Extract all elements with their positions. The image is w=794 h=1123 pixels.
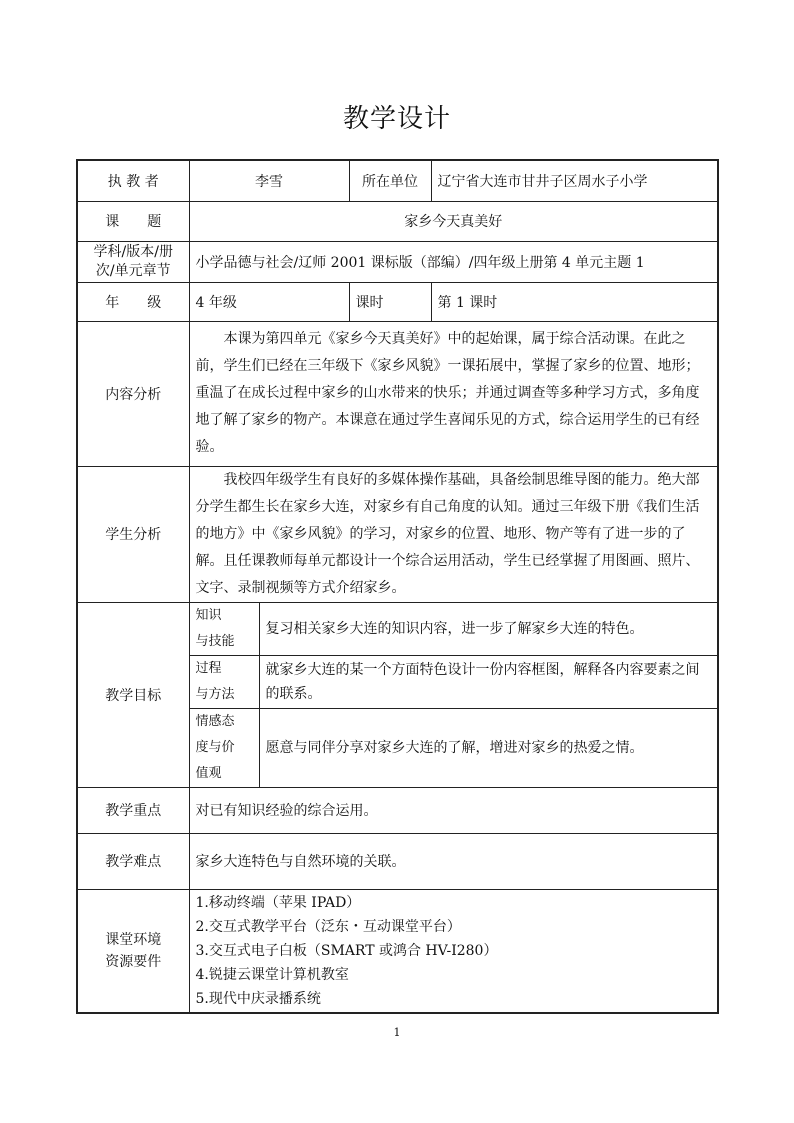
label-key-point: 教学重点: [77, 787, 189, 833]
environment-item: 3.交互式电子白板（SMART 或鸿合 HV-I280）: [195, 942, 498, 959]
value-difficulty: 家乡大连特色与自然环境的关联。: [189, 833, 718, 889]
goal-category-line: 值观: [195, 765, 222, 781]
goal-category-line: 情感态: [195, 713, 235, 729]
environment-item: 4.锐捷云课堂计算机教室: [195, 966, 349, 983]
label-grade: 年 级: [77, 282, 189, 321]
row-student: [77, 466, 718, 602]
label-subject-line2: 次/单元章节: [95, 262, 171, 279]
value-content: 本课为第四单元《家乡今天真美好》中的起始课，属于综合活动课。在此之前，学生们已经在三年级下《家乡风貌》一课拓展中，掌握了家乡的位置、地形；重温了在成长过程中家乡的山水带来的快乐；并通过调查等多种学习方式，多角度地了解了家乡的物产。本课意在通过学生喜闻乐见的方式，综合运用学生的已有经验。: [189, 321, 718, 466]
label-period: 课时: [349, 282, 431, 321]
row-content: [77, 321, 718, 466]
goal-text-process: 就家乡大连的某一个方面特色设计一份内容框图，解释各内容要素之间的联系。: [259, 655, 718, 708]
goal-category-line: 过程: [195, 660, 222, 676]
row-key-point: [77, 787, 718, 833]
label-subject: [77, 241, 189, 282]
label-environment-line1: 课堂环境: [105, 931, 162, 948]
value-teacher: 李雪: [189, 160, 349, 201]
label-environment-line2: 资源要件: [105, 953, 162, 970]
label-student: 学生分析: [77, 466, 189, 602]
label-unit: 所在单位: [349, 160, 431, 201]
goal-category-line: 与技能: [195, 633, 235, 649]
document-title: 教学设计: [342, 104, 451, 134]
label-difficulty: 教学难点: [77, 833, 189, 889]
row-teacher: [77, 160, 718, 201]
label-lesson: 课 题: [77, 201, 189, 241]
environment-list: [189, 889, 718, 1013]
goal-category-line: 知识: [195, 607, 222, 623]
goal-row-knowledge: [77, 602, 718, 655]
value-unit: 辽宁省大连市甘井子区周水子小学: [431, 160, 718, 201]
goal-category-line: 度与价: [195, 739, 235, 755]
value-period: 第 1 课时: [431, 282, 718, 321]
goal-category-knowledge: [189, 602, 259, 655]
row-difficulty: [77, 833, 718, 889]
lesson-plan-table: [76, 159, 719, 1014]
value-grade: 4 年级: [189, 282, 349, 321]
row-lesson: [77, 201, 718, 241]
goal-category-emotion: [189, 708, 259, 787]
row-subject: [77, 241, 718, 282]
label-subject-line1: 学科/版本/册: [93, 243, 173, 260]
label-content: 内容分析: [77, 321, 189, 466]
goal-text-knowledge: 复习相关家乡大连的知识内容，进一步了解家乡大连的特色。: [259, 602, 718, 655]
label-environment: [77, 889, 189, 1013]
goal-text-emotion: 愿意与同伴分享对家乡大连的了解，增进对家乡的热爱之情。: [259, 708, 718, 787]
label-teacher: 执 教 者: [77, 160, 189, 201]
goal-category-line: 与方法: [195, 686, 235, 702]
row-environment: [77, 889, 718, 1013]
page-number: 1: [393, 1026, 401, 1039]
environment-item: 5.现代中庆录播系统: [195, 990, 321, 1007]
row-grade: [77, 282, 718, 321]
environment-item: 2.交互式教学平台（泛东・互动课堂平台）: [195, 918, 461, 935]
label-goals: 教学目标: [77, 602, 189, 787]
value-student: 我校四年级学生有良好的多媒体操作基础，具备绘制思维导图的能力。绝大部分学生都生长在家乡大连，对家乡有自己角度的认知。通过三年级下册《我们生活的地方》中《家乡风貌》的学习，对家乡的位置、地形、物产等有了进一步的了解。且任课教师每单元都设计一个综合运用活动，学生已经掌握了用图画、照片、文字、录制视频等方式介绍家乡。: [189, 466, 718, 602]
value-subject: 小学品德与社会/辽师 2001 课标版（部编）/四年级上册第 4 单元主题 1: [189, 241, 718, 282]
environment-item: 1.移动终端（苹果 IPAD）: [195, 894, 361, 911]
value-lesson: 家乡今天真美好: [189, 201, 718, 241]
value-key-point: 对已有知识经验的综合运用。: [189, 787, 718, 833]
goal-category-process: [189, 655, 259, 708]
